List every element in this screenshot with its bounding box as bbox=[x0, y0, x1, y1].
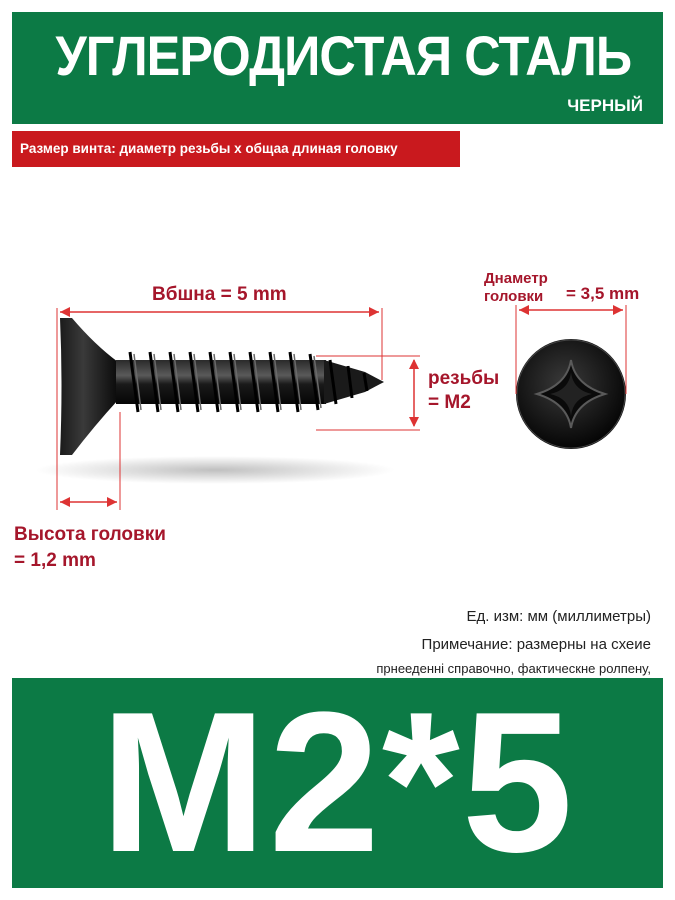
head-height-label-line2: = 1,2 mm bbox=[14, 550, 96, 571]
head-diameter-value: = 3,5 mm bbox=[566, 284, 640, 303]
size-code-banner bbox=[12, 671, 663, 894]
size-description-strip: Размер винта: диаметр резьбы x общаа длиная головку bbox=[12, 131, 460, 167]
size-code: M2*5 bbox=[100, 671, 575, 894]
page-title: УГЛЕРОДИСТАЯ СТАЛЬ bbox=[55, 24, 632, 87]
color-label: ЧЕРНЫЙ bbox=[567, 96, 643, 115]
thread-label-line1: резьбы bbox=[428, 368, 500, 389]
screw-head bbox=[60, 318, 118, 455]
header-banner bbox=[12, 12, 663, 124]
remark-note: Примечание: размерны на схеие bbox=[421, 636, 651, 653]
screw-diagram bbox=[0, 180, 675, 600]
length-label: Вбшна = 5 mm bbox=[152, 284, 287, 305]
thread-label-line2: = M2 bbox=[428, 392, 471, 413]
head-diameter-label-line1: Днаметр bbox=[484, 270, 548, 287]
unit-note: Ед. изм: мм (миллиметры) bbox=[466, 608, 651, 625]
remark-note-continued: прнееденні справочно, фактическне ролпену, bbox=[376, 661, 651, 676]
screw-shadow bbox=[35, 456, 395, 484]
head-diameter-label-line2: головки bbox=[484, 288, 544, 305]
head-height-label-line1: Высота головки bbox=[14, 524, 166, 545]
